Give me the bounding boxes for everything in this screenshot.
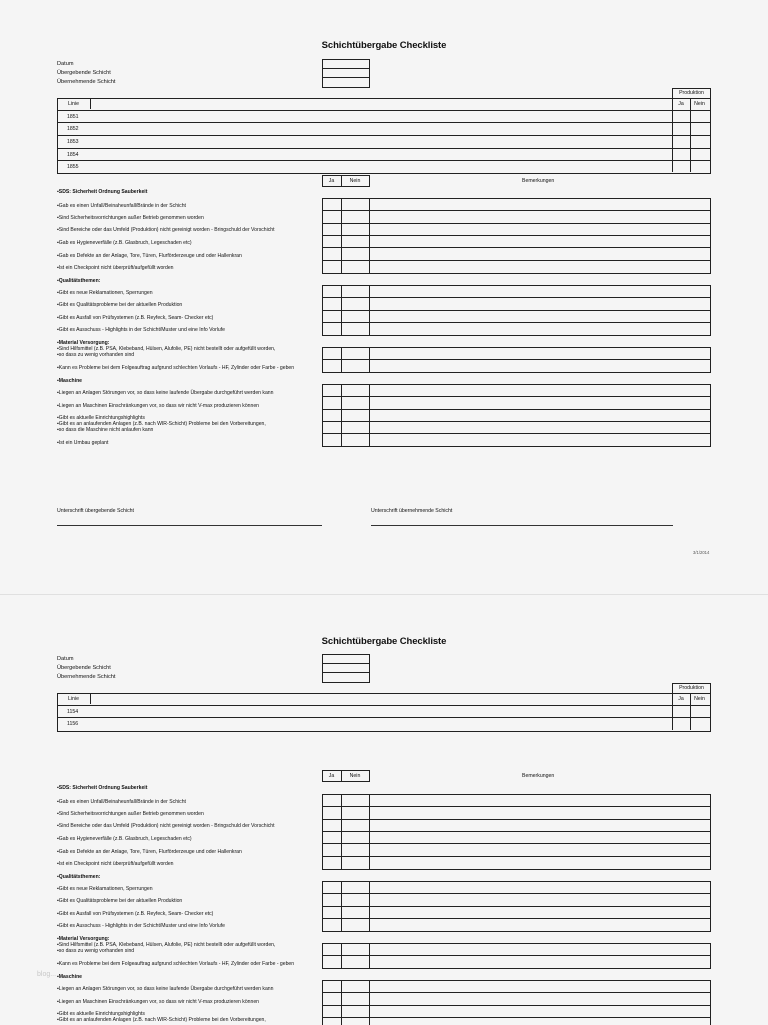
check-item: ▪Gibt es neue Reklamationen, Sperrungen xyxy=(57,290,153,296)
datum-label: Datum xyxy=(57,61,74,67)
check-item: ▪Sind Sicherheitsvorrichtungen außer Betrieb genommen worden xyxy=(57,215,204,221)
nein-label: Nein xyxy=(694,696,705,702)
machine-check-grid[interactable] xyxy=(322,384,711,447)
check-item: ▪so dass zu wenig vorhanden sind xyxy=(57,948,135,954)
nein-label: Nein xyxy=(349,773,361,779)
ja-label: Ja xyxy=(328,178,335,184)
produktion-label: Produktion xyxy=(679,90,704,96)
uebernehmende-field[interactable] xyxy=(322,672,370,683)
line-number: 1855 xyxy=(67,164,79,170)
check-item: ▪Gibt es Ausschuss - Highlights in der Schicht/Muster und eine Info Vorlufe xyxy=(57,923,226,929)
check-item: ▪Ist ein Umbau geplant xyxy=(57,440,109,446)
line-number: 1852 xyxy=(67,126,79,132)
section-heading-machine: ▪Maschine xyxy=(57,378,83,384)
form-page-2 xyxy=(0,594,768,1025)
check-item: ▪Gibt es neue Reklamationen, Sperrungen xyxy=(57,886,153,892)
line-number: 1154 xyxy=(67,709,79,715)
produktion-label: Produktion xyxy=(679,685,704,691)
watermark: blog... xyxy=(37,971,57,978)
line-number: 1853 xyxy=(67,139,79,145)
section-heading-sds: ▪SDS: Sicherheit Ordnung Sauberkeit xyxy=(57,189,148,195)
check-item: ▪Gibt es an anlaufenden Anlagen (z.B. nach WIR-Schicht) Probleme bei den Vorbereitungen, xyxy=(57,1017,266,1023)
check-item: ▪Sind Bereiche oder das Umfeld (Produktion) nicht gereinigt worden - Bringschuld der Vorschicht xyxy=(57,823,275,829)
bemerkungen-label: Bemerkungen xyxy=(522,773,555,779)
check-item: ▪Gibt es Qualitätsprobleme bei der aktuellen Produktion xyxy=(57,898,183,904)
check-item: ▪Gibt es an anlaufenden Anlagen (z.B. nach WIR-Schicht) Probleme bei den Vorbereitungen, xyxy=(57,421,266,427)
check-item: ▪Gab es Defekte an der Anlage, Tore, Türen, Flurförderzeuge und oder Hallenkran xyxy=(57,253,242,259)
section-heading-machine: ▪Maschine xyxy=(57,974,83,980)
check-item: ▪Gab es Hygieneverfälle (z.B. Glasbruch, Legeschaden etc) xyxy=(57,240,192,246)
check-item: ▪Sind Bereiche oder das Umfeld (Produktion) nicht gereinigt worden - Bringschuld der Vorschicht xyxy=(57,227,275,233)
ja-label: Ja xyxy=(678,101,684,107)
linie-label: Linie xyxy=(68,101,79,107)
check-item: ▪Gibt es Ausfall von Prüfsystemen (z.B. Reyfeck, Seam- Checker etc) xyxy=(57,911,214,917)
signature-left-label: Unterschrift übergebende Schicht xyxy=(57,508,134,514)
datum-label: Datum xyxy=(57,656,74,662)
check-item: ▪Ist ein Checkpoint nicht überprüft/aufgefüllt worden xyxy=(57,265,174,271)
check-item: ▪so dass zu wenig vorhanden sind xyxy=(57,352,135,358)
check-item: ▪Sind Hilfsmittel (z.B. PSA, Klebeband, Hülsen, Alufolie, PE) nicht bestellt oder aufgefüllt worden, xyxy=(57,346,276,352)
uebernehmende-label: Übernehmende Schicht xyxy=(57,79,116,85)
line-number: 1156 xyxy=(67,721,79,727)
machine-check-grid[interactable] xyxy=(322,980,711,1025)
section-heading-quality: ▪Qualitätsthemen: xyxy=(57,874,101,880)
check-item: ▪Gibt es Ausfall von Prüfsystemen (z.B. Reyfeck, Seam- Checker etc) xyxy=(57,315,214,321)
uebernehmende-label: Übernehmende Schicht xyxy=(57,674,116,680)
page-title: Schichtübergabe Checkliste xyxy=(321,40,447,51)
section-heading-quality: ▪Qualitätsthemen: xyxy=(57,278,101,284)
check-item: ▪Sind Sicherheitsvorrichtungen außer Betrieb genommen worden xyxy=(57,811,204,817)
uebernehmende-field[interactable] xyxy=(322,77,370,88)
bemerkungen-label: Bemerkungen xyxy=(522,178,555,184)
section-heading-sds: ▪SDS: Sicherheit Ordnung Sauberkeit xyxy=(57,785,148,791)
nein-label: Nein xyxy=(349,178,361,184)
page-title: Schichtübergabe Checkliste xyxy=(321,636,447,647)
ja-label: Ja xyxy=(328,773,335,779)
nein-label: Nein xyxy=(694,101,705,107)
uebergebende-label: Übergebende Schicht xyxy=(57,70,111,76)
check-item: ▪so dass die Maschine nicht anlaufen kann xyxy=(57,427,154,433)
check-item: ▪Liegen an Maschinen Einschränkungen vor, so dass wir nicht V-max produzieren können xyxy=(57,403,259,409)
check-item: ▪Kann es Probleme bei dem Folgeauftrag aufgrund schlechten Vorlaufs - HF, Zylinder oder Farbe - geben xyxy=(57,961,295,967)
date-stamp: 3/1/2014 xyxy=(693,550,710,555)
lines-table xyxy=(57,693,711,732)
signature-right-label: Unterschrift übernehmende Schicht xyxy=(371,508,453,514)
signature-right-line[interactable] xyxy=(371,525,673,526)
check-item: ▪Gab es einen Unfall/Beinaheunfall/Brände in der Schicht xyxy=(57,799,186,805)
check-item: ▪Gab es Defekte an der Anlage, Tore, Türen, Flurförderzeuge und oder Hallenkran xyxy=(57,849,242,855)
check-item: ▪Gibt es aktuelle Einrichtungshighlights xyxy=(57,415,145,421)
check-item: ▪Gab es Hygieneverfälle (z.B. Glasbruch, Legeschaden etc) xyxy=(57,836,192,842)
linie-label: Linie xyxy=(68,696,79,702)
check-item: ▪Gibt es aktuelle Einrichtungshighlights xyxy=(57,1011,145,1017)
check-item: ▪Kann es Probleme bei dem Folgeauftrag aufgrund schlechten Vorlaufs - HF, Zylinder oder Farbe - geben xyxy=(57,365,295,371)
signature-left-line[interactable] xyxy=(57,525,322,526)
material-check-grid[interactable] xyxy=(322,943,711,969)
line-number: 1854 xyxy=(67,152,79,158)
check-item: ▪Liegen an Anlagen Störungen vor, so dass keine laufende Übergabe durchgeführt werden kann xyxy=(57,986,274,992)
check-item: ▪Gibt es Ausschuss - Highlights in der Schicht/Muster und eine Info Vorlufe xyxy=(57,327,226,333)
uebergebende-label: Übergebende Schicht xyxy=(57,665,111,671)
check-item: ▪Liegen an Maschinen Einschränkungen vor, so dass wir nicht V-max produzieren können xyxy=(57,999,259,1005)
line-number: 1851 xyxy=(67,114,79,120)
material-check-grid[interactable] xyxy=(322,347,711,373)
check-item: ▪Gibt es Qualitätsprobleme bei der aktuellen Produktion xyxy=(57,302,183,308)
section-heading-material: ▪Material Versorgung: xyxy=(57,340,110,346)
check-item: ▪Ist ein Checkpoint nicht überprüft/aufgefüllt worden xyxy=(57,861,174,867)
check-item: ▪Sind Hilfsmittel (z.B. PSA, Klebeband, Hülsen, Alufolie, PE) nicht bestellt oder aufgefüllt worden, xyxy=(57,942,276,948)
check-item: ▪Gab es einen Unfall/Beinaheunfall/Brände in der Schicht xyxy=(57,203,186,209)
ja-label: Ja xyxy=(678,696,684,702)
check-item: ▪Liegen an Anlagen Störungen vor, so dass keine laufende Übergabe durchgeführt werden kann xyxy=(57,390,274,396)
section-heading-material: ▪Material Versorgung: xyxy=(57,936,110,942)
